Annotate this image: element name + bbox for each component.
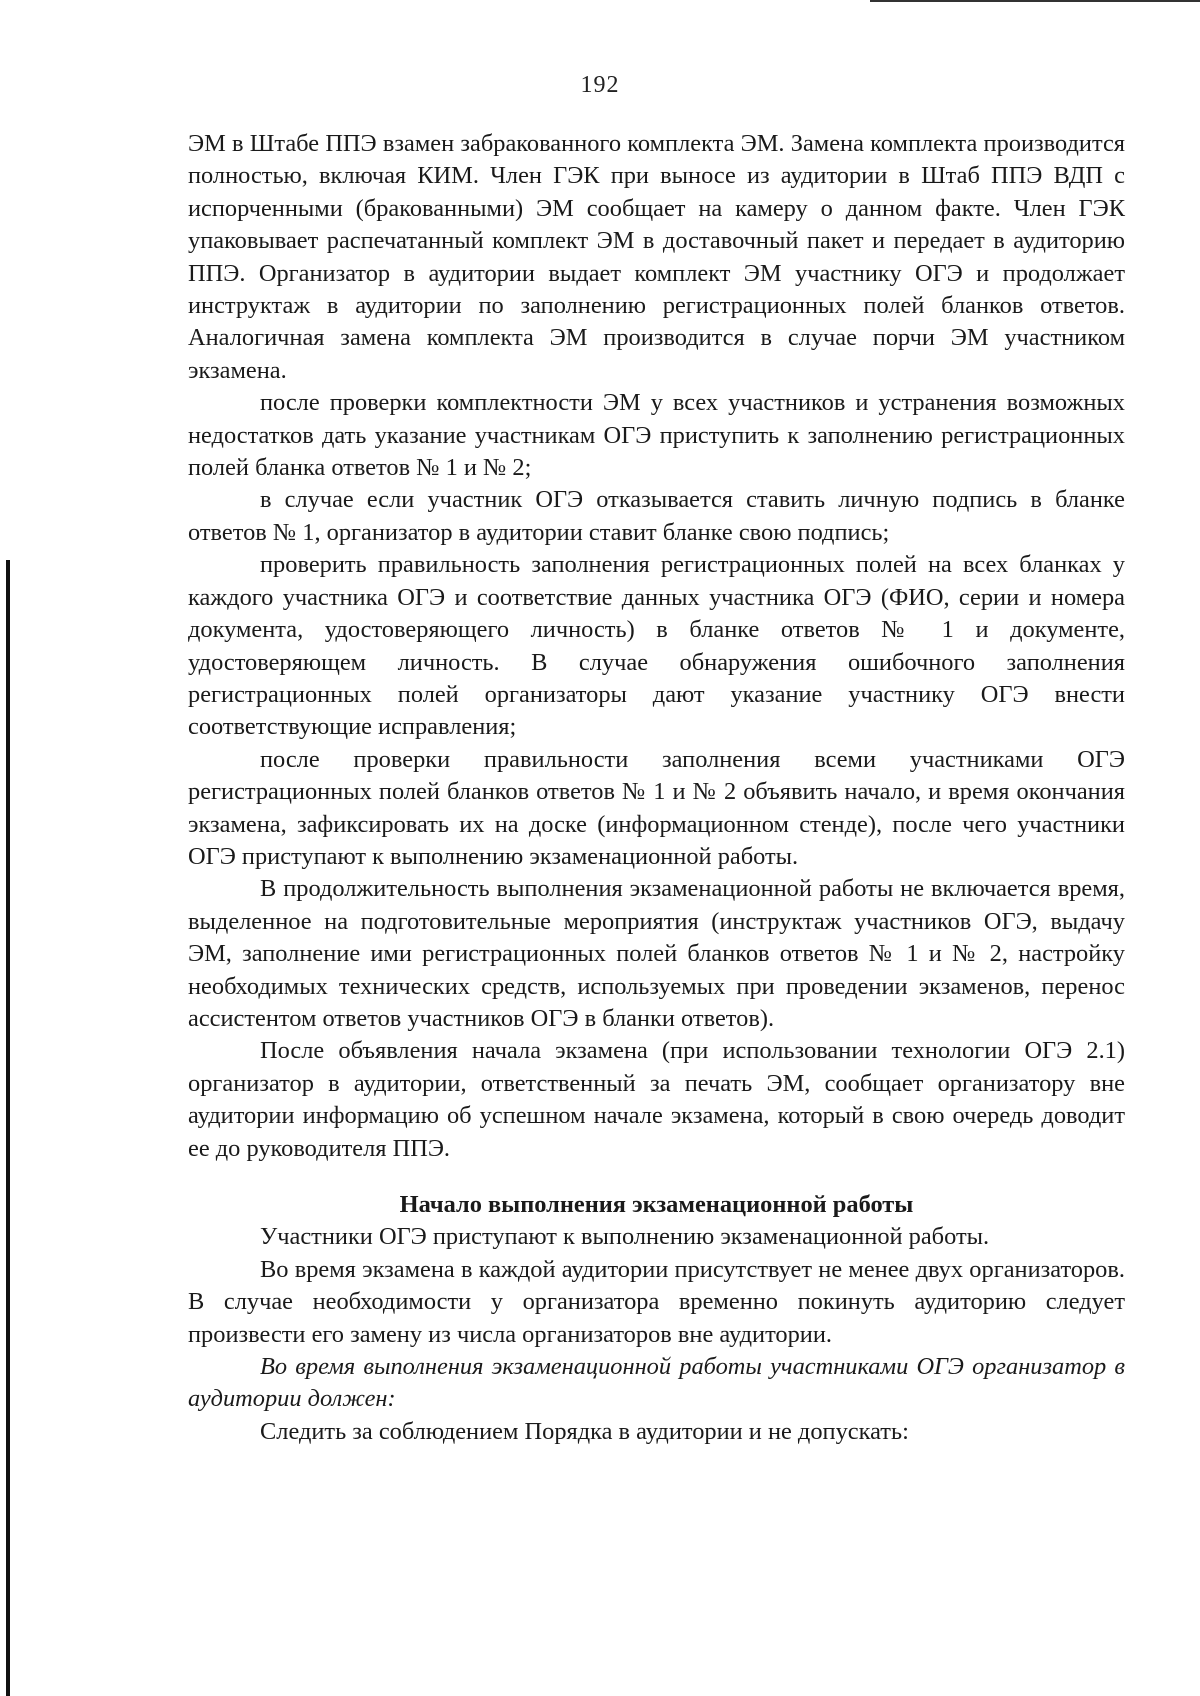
paragraph-participants-begin: Участники ОГЭ приступают к выполнению экзаменационной работы. bbox=[260, 1223, 990, 1251]
top-edge-rule bbox=[870, 0, 1200, 2]
document-body bbox=[188, 128, 1125, 1448]
paragraph-em-replacement: ЭМ в Штабе ППЭ взамен забракованного комплекта ЭМ. Замена комплекта производится полностью, включая КИМ. Член ГЭК при выносе из аудитории в Штаб ППЭ ВДП с испорченными (бракованными) ЭМ сообщает на камеру о данном факте. Член ГЭК упаковывает распечатанный комплект ЭМ в доставочный пакет и передает в аудиторию ППЭ. Организатор в аудитории выдает комплект ЭМ участнику ОГЭ и продолжает инструктаж в аудитории по заполнению регистрационных полей бланков ответов. Аналогичная замена комплекта ЭМ производится в случае порчи ЭМ участником экзамена. bbox=[188, 130, 1125, 384]
paragraph-completeness-check: после проверки комплектности ЭМ у всех участников и устранения возможных недостатков дать указание участникам ОГЭ приступить к заполнению регистрационных полей бланка ответов № 1 и № 2; bbox=[188, 389, 1125, 482]
paragraph-monitor-order: Следить за соблюдением Порядка в аудитории и не допускать: bbox=[260, 1417, 909, 1445]
paragraph-organizer-duties: Во время выполнения экзаменационной работы участниками ОГЭ организатор в аудитории должен: bbox=[188, 1353, 1125, 1413]
paragraph-announce-start: после проверки правильности заполнения всеми участниками ОГЭ регистрационных полей бланков ответов № 1 и № 2 объявить начало, и время окончания экзамена, зафиксировать их на доске (информационном стенде), после чего участники ОГЭ приступают к выполнению экзаменационной работы. bbox=[188, 745, 1125, 870]
paragraph-duration-exclusions: В продолжительность выполнения экзаменационной работы не включается время, выделенное на подготовительные мероприятия (инструктаж участников ОГЭ, выдачу ЭМ, заполнение ими регистрационных полей бланков ответов № 1 и № 2, настройку необходимых технических средств, используемых при проведении экзаменов, перенос ассистентом ответов участников ОГЭ в бланки ответов). bbox=[188, 875, 1125, 1032]
paragraph-organizers-present: Во время экзамена в каждой аудитории присутствует не менее двух организаторов. В случае необходимости у организатора временно покинуть аудиторию следует произвести его замену из числа организаторов вне аудитории. bbox=[188, 1255, 1125, 1348]
section-heading: Начало выполнения экзаменационной работы bbox=[399, 1191, 914, 1218]
paragraph-signature-refusal: в случае если участник ОГЭ отказывается ставить личную подпись в бланке ответов № 1, организатор в аудитории ставит бланке свою подпись; bbox=[188, 486, 1125, 546]
paragraph-verify-fields: проверить правильность заполнения регистрационных полей на всех бланках у каждого участника ОГЭ и соответствие данных участника ОГЭ (ФИО, серии и номера документа, удостоверяющего личность) в бланке ответов № 1 и документе, удостоверяющем личность. В случае обнаружения ошибочного заполнения регистрационных полей организаторы дают указание участнику ОГЭ внести соответствующие исправления; bbox=[188, 551, 1125, 741]
page-number: 192 bbox=[580, 72, 620, 98]
left-edge-rule bbox=[6, 560, 10, 1696]
paragraph-oge-2-1: После объявления начала экзамена (при использовании технологии ОГЭ 2.1) организатор в аудитории, ответственный за печать ЭМ, сообщает организатору вне аудитории информацию об успешном начале экзамена, который в свою очередь доводит ее до руководителя ППЭ. bbox=[188, 1037, 1125, 1162]
